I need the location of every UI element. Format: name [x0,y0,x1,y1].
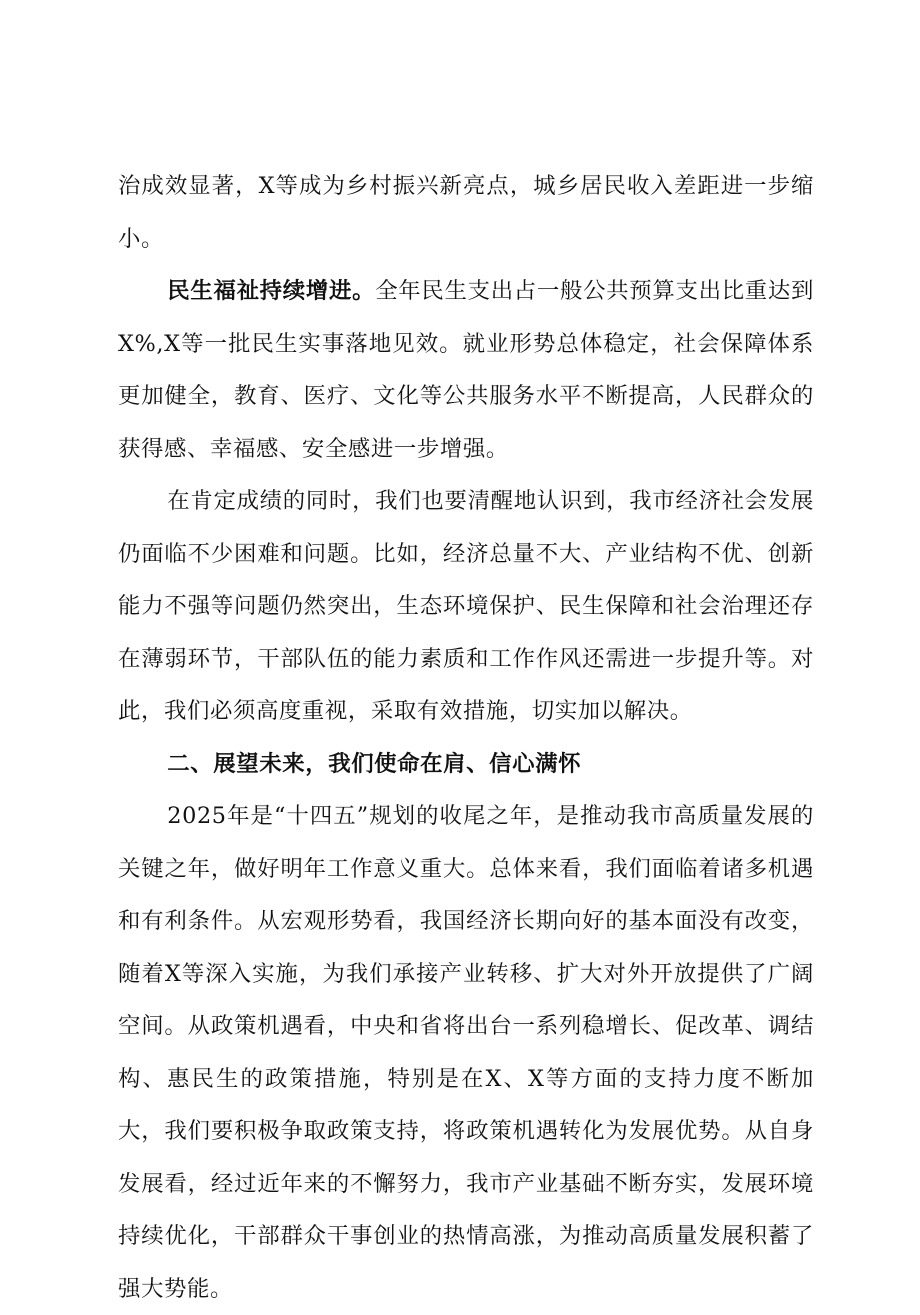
paragraph-body-livelihood: 全年民生支出占一般公共预算支出比重达到X%,X等一批民生实事落地见效。就业形势总体稳定，社会保障体系更加健全，教育、医疗、文化等公共服务水平不断提高，人民群众的获得感、幸福感、安全感进一步增强。 [118,278,814,462]
paragraph-livelihood [118,265,814,475]
paragraph-continuation: 治成效显著，X等成为乡村振兴新亮点，城乡居民收入差距进一步缩小。 [118,173,814,252]
section-heading: 二、展望未来，我们使命在肩、信心满怀 [167,750,582,777]
paragraph-problems: 在肯定成绩的同时，我们也要清醒地认识到，我市经济社会发展仍面临不少困难和问题。比如，经济总量不大、产业结构不优、创新能力不强等问题仍然突出，生态环境保护、民生保障和社会治理还存在薄弱环节，干部队伍的能力素质和工作作风还需进一步提升等。对此，我们必须高度重视，采取有效措施，切实加以解决。 [118,488,814,724]
document-body [118,160,814,1315]
paragraph-lead-livelihood: 民生福祉持续增进。 [167,278,376,304]
paragraph-outlook: 2025年是“十四五”规划的收尾之年，是推动我市高质量发展的关键之年，做好明年工作意义重大。总体来看，我们面临着诸多机遇和有利条件。从宏观形势看，我国经济长期向好的基本面没有改变，随着X等深入实施，为我们承接产业转移、扩大对外开放提供了广阔空间。从政策机遇看，中央和省将出台一系列稳增长、促改革、调结构、惠民生的政策措施，特别是在X、X等方面的支持力度不断加大，我们要积极争取政策支持，将政策机遇转化为发展优势。从自身发展看，经过近年来的不懈努力，我市产业基础不断夯实，发展环境持续优化，干部群众干事创业的热情高涨，为推动高质量发展积蓄了强大势能。 [118,803,814,1302]
